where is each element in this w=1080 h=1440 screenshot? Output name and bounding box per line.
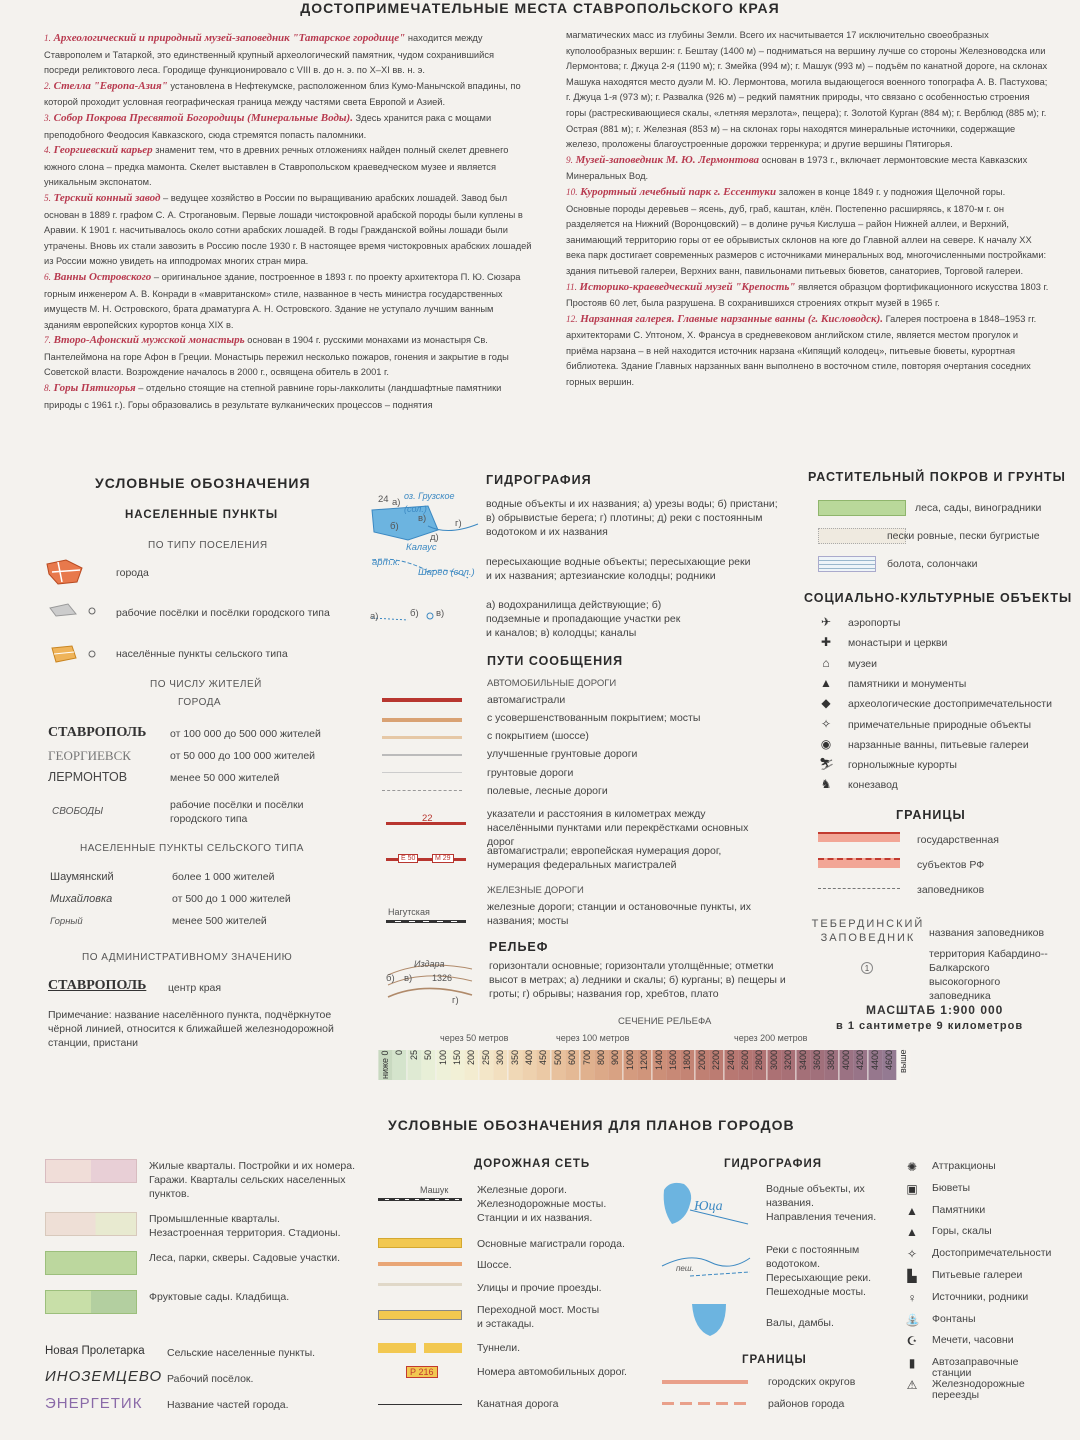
rural-desc-1: более 1 000 жителей: [172, 871, 275, 883]
road-euro-label-2: М 29: [432, 854, 454, 863]
social-item-label: монастыри и церкви: [848, 637, 948, 650]
hydro-kalaus: Калаус: [406, 542, 437, 553]
sights-right-column: [566, 28, 1050, 391]
admin-desc: центр края: [168, 982, 222, 994]
city-block-1: Жилые кварталы. Постройки и их номера. Гаражи. Кварталы сельских населенных пунктов.: [149, 1160, 356, 1200]
relief-scale-cell: 2000: [695, 1050, 709, 1080]
city-street: [378, 1283, 462, 1286]
relief-scale-cell: 500: [551, 1050, 565, 1080]
city-border-item-1: городских округов: [768, 1376, 856, 1388]
roads-title: ПУТИ СООБЩЕНИЯ: [487, 654, 624, 668]
city-name-georgievsk: ГЕОРГИЕВСК: [48, 748, 131, 763]
hydro-row3-b: б): [410, 608, 419, 619]
social-item-label: аэропорты: [848, 617, 901, 629]
relief-izdara: Издара: [414, 959, 445, 969]
museum-icon: ⌂: [822, 655, 830, 670]
city-border-title: ГРАНИЦЫ: [742, 1354, 807, 1366]
sight-number: 8.: [44, 384, 51, 395]
road-distance-text: указатели и расстояния в километрах между населёнными пунктами или перекрёстками основных дорог: [487, 808, 749, 848]
sight-heading: Горы Пятигорья: [53, 382, 136, 395]
type-city-label: города: [116, 567, 149, 579]
city-road-2: Основные магистрали города.: [477, 1238, 625, 1250]
road-mashuk-label: Машук: [420, 1185, 449, 1195]
town-symbol: [48, 602, 100, 620]
relief-scale-cell: 25: [407, 1050, 421, 1080]
relief-scale-cell: 3400: [796, 1050, 810, 1080]
sight-text: Здесь хранится рака с мощами преподобного Феодосия Кавказского, сюда стремятся попасть паломники.: [44, 112, 492, 140]
relief-scale-cell: ниже 0: [378, 1050, 392, 1080]
border-item-3: заповедников: [917, 884, 985, 896]
sight-text: является образцом фортификационного искусства 1803 г. Простояв 60 лет, была разрушена. В сохранившихся строениях открыт музей в 1965 г.: [566, 281, 1049, 309]
city-name-desc-2: Рабочий посёлок.: [167, 1373, 254, 1385]
poi-label: Источники, родники: [932, 1290, 1029, 1303]
hydro-g: г): [455, 518, 462, 529]
sight-number: 12.: [566, 314, 578, 325]
vegetation-title: РАСТИТЕЛЬНЫЙ ПОКРОВ И ГРУНТЫ: [808, 470, 1066, 484]
city-bridge: [378, 1310, 462, 1320]
station-icon: ⚠: [906, 1378, 918, 1392]
poi-label: Горы, скалы: [932, 1225, 992, 1238]
hydro-n24: 24: [378, 494, 389, 505]
city-block-2: Промышленные кварталы. Незастроенная территория. Стадионы.: [149, 1213, 341, 1239]
road-motorway: [382, 698, 462, 702]
relief-interval-1: через 50 метров: [440, 1033, 509, 1043]
city-name-1: Новая Пролетарка: [45, 1345, 145, 1357]
attraction-icon: ✺: [906, 1160, 918, 1174]
poi-label: Аттракционы: [932, 1160, 996, 1172]
city-road-num: Р 216: [406, 1366, 438, 1378]
hydro-item-2: пересыхающие водные объекты; пересыхающие реки и их названия; артезианские колодцы; родники: [486, 556, 751, 582]
fountain-icon: ⛲: [905, 1312, 920, 1327]
city-hydro-1: Водные объекты, их названия. Направления течения.: [766, 1183, 877, 1223]
relief-scale-cell: 900: [608, 1050, 622, 1080]
relief-scale-cell: 4600: [882, 1050, 896, 1080]
sight-text: – отдельно стоящие на степной равнине горы-лакколиты (ландшафтные памятники природы с 1961 г.). Горы образовались в результате вулканических процессов – поднятия: [44, 383, 502, 410]
roads-sub: АВТОМОБИЛЬНЫЕ ДОРОГИ: [487, 678, 617, 689]
rock-icon: ▲: [906, 1225, 918, 1240]
by-population-title: ПО ЧИСЛУ ЖИТЕЛЕЙ: [150, 679, 262, 690]
sight-heading: Нарзанная галерея. Главные нарзанные ванны (г. Кисловодск).: [580, 312, 883, 325]
sight-text: заложен в конце 1849 г. у подножия Щелочной горы. Основные породы деревьев – ясень, дуб, граб, каштан, клён. Постепенно расширяясь, к 1870-м г. он разделяется на Нижний (Воронцовский) – в долине ручья Кислуша – район Нижней аллеи, и Верхний, занимающий территорию горы от ее обрывистых склонов на юге до Главной аллеи на севере. К началу XX века парк достигает современных размеров с источниками минеральных вод, многочисленными постройками: здания питьевой галереи, Верхних ванн, павильонами питьевых бюветов, санаториев, Торговой галереи.: [566, 186, 1047, 276]
rural-desc-3: менее 500 жителей: [172, 915, 267, 927]
sight-text: магматических масс из глубины Земли. Всего их насчитывается 17 исключительно своеобразных куполообразных вершин: г. Бештау (1400 м) – подниматься на вершину лучше со стороны Железноводска или Лермонтова; г. Джуца 2-я (1190 м); г. Змейка (994 м); г. Машук (993 м) – подъём по канатной дороге, на склонах Машука находятся место дуэли М. Ю. Лермонтова, могила выдающегося военного топографа А. В. Пастухова; г. Джуца 1-я (973 м); г. Развалка (926 м) – редкий памятник природы, что связано с особенностью строения горы (растрескивающиеся скалы, «летняя мерзлота», пещера); г. Золотой Курган (884 м); г. Верблюд (885 м); г. Острая (881 м); г. Железная (853 м) – на склонах горы находятся минеральные источники, содержащие железо, проложены благоустроенные дорожки терренкура; и другие вершины Пятигорья.: [566, 30, 1048, 150]
poi-label: Мечети, часовни: [932, 1334, 1014, 1347]
city-road-1: Железные дороги. Железнодорожные мосты. Станции и их названия.: [477, 1184, 607, 1224]
swamp-swatch: [818, 556, 876, 572]
social-item-label: нарзанные ванны, питьевые галереи: [848, 738, 1029, 751]
sight-text: знаменит тем, что в древних речных отложениях найден полный скелет древнего южного слона – предка мамонта. Скелет выставлен в Ставропольском краеведческом музее и является уникальным экспонатом.: [44, 145, 509, 188]
sight-number: 3.: [44, 113, 51, 124]
reserve-name: ТЕБЕРДИНСКИЙ ЗАПОВЕДНИК: [811, 918, 925, 944]
city-hydro-3: Валы, дамбы.: [766, 1317, 834, 1329]
relief-scale-cell: 450: [536, 1050, 550, 1080]
sight-text: – ведущее хозяйство в России по выращиванию арабских лошадей. Завод был основан в 1889 г. графом С. А. Строгановым. Первые лошади чистокровной арабской породы были куплены в Аравии. К 1901 г. насчитывалось около сотни арабских лошадей. В годы Гражданской войны лошади были утрачены. Вновь их стали завозить в Россию после 1930 г. В настоящее время чистокровных арабских лошадей из России можно увидеть на ипподромах многих стран мира.: [44, 192, 532, 267]
by-type-title: ПО ТИПУ ПОСЕЛЕНИЯ: [148, 540, 268, 551]
sight-entry: [44, 31, 532, 79]
city-road-8: Канатная дорога: [477, 1398, 559, 1410]
relief-scale-cell: 3800: [824, 1050, 838, 1080]
city-border-1: [662, 1380, 748, 1384]
sight-heading: Археологический и природный музей-заповедник "Татарское городище": [53, 32, 406, 44]
city-border-2: [662, 1402, 748, 1405]
sight-heading: Ванны Островского: [53, 270, 152, 283]
city-tunnel: [378, 1343, 462, 1353]
relief-1326: 1326: [432, 973, 453, 983]
relief-scale-cell: выше: [896, 1050, 910, 1080]
border-subject-swatch: [818, 858, 900, 868]
vegetation-item-1: леса, сады, виноградники: [915, 502, 1042, 514]
sight-heading: Курортный лечебный парк г. Ессентуки: [580, 185, 777, 198]
road-improved: [382, 718, 462, 722]
block-residential: [45, 1159, 137, 1183]
sight-heading: Стелла "Европа-Азия": [53, 79, 168, 92]
city-symbol: [44, 558, 86, 586]
relief-scale-cell: 150: [450, 1050, 464, 1080]
sight-number: 9.: [566, 155, 573, 166]
city-road-3: Шоссе.: [477, 1259, 512, 1271]
vegetation-item-2: пески ровные, пески бугристые: [887, 530, 1040, 542]
rural-desc-2: от 500 до 1 000 жителей: [172, 893, 291, 905]
city-name-lermontov: ЛЕРМОНТОВ: [48, 770, 128, 784]
sight-number: 1.: [44, 34, 51, 44]
road-dirt: [382, 772, 462, 773]
settlements-title: НАСЕЛЕННЫЕ ПУНКТЫ: [125, 509, 279, 521]
road-item-6: полевые, лесные дороги: [487, 785, 608, 797]
sight-number: 5.: [44, 193, 51, 204]
poi-label: Автозаправочные станции: [932, 1356, 1019, 1380]
city-cable: [378, 1404, 462, 1405]
city-block-3: Леса, парки, скверы. Садовые участки.: [149, 1252, 341, 1264]
hydro-b: б): [390, 521, 399, 532]
sight-icon: ✧: [906, 1247, 918, 1262]
poi-label: Железнодорожные переезды: [932, 1378, 1025, 1401]
poi-label: Бюветы: [932, 1181, 971, 1194]
city-road-6: Туннели.: [477, 1342, 521, 1354]
hydro-v: в): [418, 513, 427, 524]
road-euro-text: автомагистрали; европейская нумерация дорог, нумерация федеральных магистралей: [487, 845, 722, 871]
road-item-2: с усовершенствованным покрытием; мосты: [487, 712, 701, 724]
vegetation-item-3: болота, солончаки: [887, 558, 978, 570]
road-field: [382, 790, 462, 791]
road-item-1: автомагистрали: [487, 694, 566, 706]
rural-name-3: Горный: [50, 916, 83, 927]
city-rail: [378, 1198, 462, 1201]
relief-scale-cell: 1600: [666, 1050, 680, 1080]
archaeology-icon: ◆: [821, 696, 831, 711]
relief-scale-cell: 800: [594, 1050, 608, 1080]
legend-note: Примечание: название населённого пункта, подчёркнутое чёрной линией, относится к ближайшей железнодорожной станции, пристани: [48, 1009, 334, 1049]
relief-b: б): [386, 973, 395, 984]
city-dam-sample: [690, 1302, 730, 1338]
relief-scale-cell: 250: [479, 1050, 493, 1080]
sight-number: 2.: [44, 81, 51, 92]
sight-text: основан в 1973 г., включает лермонтовские места Кавказских Минеральных Вод.: [566, 154, 1028, 182]
reserve-territory-num: 1: [861, 962, 873, 974]
social-item-label: конезавод: [848, 779, 898, 792]
poi-label: Питьевые галереи: [932, 1269, 1023, 1281]
city-river-sample: [660, 1248, 752, 1280]
sight-entry: [44, 191, 532, 270]
rail-line: [386, 920, 466, 923]
relief-scale-cell: 350: [508, 1050, 522, 1080]
city-name-2: ИНОЗЕМЦЕВО: [45, 1368, 163, 1385]
relief-scale-cell: 4400: [868, 1050, 882, 1080]
sight-text: установлена в Нефтекумске, расположенном близ Кумо-Манычской впадины, по которой проходит условная географическая граница между частями света Европой и Азией.: [44, 80, 521, 108]
hydro-lake-name: оз. Грузское (сол.): [404, 491, 455, 514]
social-item-label: примечательные природные объекты: [848, 718, 1032, 731]
admin-name: СТАВРОПОЛЬ: [48, 978, 147, 993]
sight-heading: Историко-краеведческий музей "Крепость": [579, 280, 796, 293]
sight-entry: [44, 111, 532, 143]
social-item-label: археологические достопримечательности: [848, 698, 1052, 711]
spring-icon: ♀: [907, 1290, 917, 1305]
sight-heading: Музей-заповедник М. Ю. Лермонтова: [575, 153, 760, 166]
city-block-4: Фруктовые сады. Кладбища.: [149, 1291, 290, 1303]
monument-icon: ▲: [820, 675, 832, 690]
relief-scale-cell: 700: [580, 1050, 594, 1080]
relief-scale-cell: 1000: [623, 1050, 637, 1080]
cities-subtitle: ГОРОДА: [178, 697, 222, 708]
poi-label: Памятники: [932, 1203, 986, 1216]
border-state-swatch: [818, 832, 900, 842]
relief-g: г): [452, 995, 459, 1006]
city-legend-title: УСЛОВНЫЕ ОБОЗНАЧЕНИЯ ДЛЯ ПЛАНОВ ГОРОДОВ: [388, 1117, 795, 1133]
scale-line1: МАСШТАБ 1:900 000: [866, 1003, 1004, 1017]
block-forest: [45, 1251, 137, 1275]
city-main-road: [378, 1238, 462, 1248]
block-orchard: [45, 1290, 137, 1314]
rail-station-label: Нагутская: [388, 907, 430, 917]
hydro-row3-a: а): [370, 611, 379, 622]
relief-scale-cell: 400: [522, 1050, 536, 1080]
city-border-item-2: районов города: [768, 1398, 845, 1410]
relief-scale-cell: 3000: [767, 1050, 781, 1080]
sight-heading: Георгиевский карьер: [53, 144, 153, 157]
sight-entry: [44, 333, 532, 381]
social-title: СОЦИАЛЬНО-КУЛЬТУРНЫЕ ОБЪЕКТЫ: [804, 591, 1073, 605]
city-desc-1: от 100 000 до 500 000 жителей: [170, 728, 321, 740]
border-item-2: субъектов РФ: [917, 859, 985, 871]
legend-title: УСЛОВНЫЕ ОБОЗНАЧЕНИЯ: [95, 475, 311, 491]
city-highway: [378, 1262, 462, 1266]
reserve-desc: названия заповедников: [929, 927, 1045, 939]
city-name-3: ЭНЕРГЕТИК: [45, 1395, 143, 1412]
road-distance-num: 22: [422, 813, 433, 824]
sight-entry: [566, 312, 1050, 391]
gallery-icon: ▙: [907, 1269, 917, 1283]
city-hydro-title: ГИДРОГРАФИЯ: [724, 1158, 822, 1170]
relief-scale-cell: 0: [392, 1050, 406, 1080]
sight-number: 10.: [566, 187, 578, 198]
city-name-stavropol: СТАВРОПОЛЬ: [48, 725, 147, 740]
hydro-art: арт.к.: [372, 557, 401, 568]
admin-title: ПО АДМИНИСТРАТИВНОМУ ЗНАЧЕНИЮ: [82, 952, 293, 963]
hydro-item-3: а) водохранилища действующие; б) подземные и пропадающие участки рек и каналов; в) колодцы; каналы: [486, 599, 681, 639]
hydro-a: а): [392, 497, 401, 508]
sight-number: 7.: [44, 336, 51, 347]
relief-interval-3: через 200 метров: [734, 1033, 808, 1043]
relief-scale-cell: 1200: [637, 1050, 651, 1080]
sight-entry: [44, 143, 532, 191]
sight-entry: [566, 280, 1050, 312]
sight-number: 11.: [566, 282, 577, 293]
border-item-1: государственная: [917, 834, 999, 846]
relief-scale-cell: 100: [436, 1050, 450, 1080]
hydro-title: ГИДРОГРАФИЯ: [486, 473, 592, 487]
rural-name-1: Шаумянский: [50, 871, 114, 883]
relief-text: горизонтали основные; горизонтали утолщённые; отметки высот в метрах; а) ледники и скалы; б) курганы; в) пещеры и гроты; г) обрывы; названия гор, хребтов, плато: [489, 960, 786, 1000]
relief-scale-cell: 1800: [680, 1050, 694, 1080]
city-road-5: Переходной мост. Мосты и эстакады.: [477, 1304, 600, 1330]
sight-entry: [44, 381, 532, 413]
sight-text: основан в 1904 г. русскими монахами из монастыря Св. Пантелеймона на горе Афон в Греции. Монастырь пережил несколько пожаров, гонения и закрытие в годы Советской власти. Возрождение началось в 2000 г., освящена обитель в 2001 г.: [44, 335, 509, 378]
road-improved-dirt: [382, 754, 462, 756]
road-item-4: улучшенные грунтовые дороги: [487, 748, 638, 760]
border-reserve-swatch: [818, 888, 900, 889]
relief-scale-cell: 2600: [738, 1050, 752, 1080]
relief-scale-cell: 3200: [781, 1050, 795, 1080]
relief-scale-cell: 3600: [810, 1050, 824, 1080]
town-name-svobody: СВОБОДЫ: [52, 806, 104, 817]
sight-heading: Собор Покрова Пресвятой Богородицы (Минеральные Воды).: [53, 111, 353, 124]
fuel-icon: ▮: [908, 1356, 916, 1371]
city-name-desc-3: Название частей города.: [167, 1399, 289, 1411]
relief-scale-cell: 200: [464, 1050, 478, 1080]
poi-label: Фонтаны: [932, 1312, 976, 1325]
type-village-label: населённые пункты сельского типа: [116, 648, 288, 660]
sight-text: – оригинальное здание, построенное в 1893 г. по проекту архитектора П. Ю. Сюзара горным инженером А. В. Конради в «мавританском» стиле, названное в честь министра государственных имуществ М. Н. Островского, брата драматурга А. Н. Островского. Здание не уступало лучшим ванным зданиям европейских курортов конца XIX в.: [44, 271, 521, 330]
city-water-name: Юца: [694, 1199, 723, 1214]
social-item-label: памятники и монументы: [848, 677, 967, 690]
rural-name-2: Михайловка: [50, 893, 113, 905]
sight-entry: [44, 270, 532, 333]
airport-icon: ✈: [820, 615, 832, 629]
monument-icon: ▲: [906, 1203, 918, 1218]
rural-title: НАСЕЛЕННЫЕ ПУНКТЫ СЕЛЬСКОГО ТИПА: [80, 843, 304, 854]
sight-entry: [566, 153, 1050, 185]
sight-entry: [44, 79, 532, 111]
relief-scale-cell: 4000: [839, 1050, 853, 1080]
horse-icon: ♞: [820, 777, 832, 792]
relief-scale-cell: 2400: [724, 1050, 738, 1080]
village-symbol: [50, 644, 100, 664]
reserve-territory: территория Кабардино--Балкарского высокогорного заповедника: [929, 948, 1048, 1002]
city-road-4: Улицы и прочие проезды.: [477, 1282, 602, 1294]
sight-heading: Второ-Афонский мужской монастырь: [53, 334, 245, 347]
hydro-item-1: водные объекты и их названия; а) урезы воды; б) пристани; в) обрывистые берега; г) плотины; д) реки с постоянным водотоком и их названия: [486, 498, 778, 538]
road-euro-label-1: Е 50: [398, 854, 418, 863]
city-hydro-2: Реки с постоянным водотоком. Пересыхающие реки. Пешеходные мосты.: [766, 1244, 872, 1298]
page-title: ДОСТОПРИМЕЧАТЕЛЬНЫЕ МЕСТА СТАВРОПОЛЬСКОГО КРАЯ: [300, 0, 780, 16]
hydro-sharo: Шарео (сол.): [418, 567, 475, 578]
poi-label: Достопримечательности: [932, 1247, 1052, 1260]
sight-entry: [566, 185, 1050, 280]
buvet-icon: ▣: [906, 1181, 918, 1196]
rail-text: железные дороги; станции и остановочные пункты, их названия; мосты: [487, 901, 752, 927]
ski-icon: ⛷: [819, 757, 835, 772]
church-icon: ✚: [820, 635, 832, 650]
relief-scale-cell: 4200: [853, 1050, 867, 1080]
mosque-icon: ☪: [906, 1334, 918, 1349]
relief-scale-cell: 1400: [652, 1050, 666, 1080]
relief-section-title: СЕЧЕНИЕ РЕЛЬЕФА: [618, 1016, 712, 1027]
relief-title: РЕЛЬЕФ: [489, 940, 549, 954]
relief-scale-cell: 2200: [709, 1050, 723, 1080]
scale-line2: в 1 сантиметре 9 километров: [836, 1020, 1024, 1032]
hydro-row3-v: в): [436, 608, 445, 619]
sight-text: находится между Ставрополем и Татаркой, это единственный крупный археологический памятник, чудом сохранившийся посреди реликтового леса. Городище функционировало с VIII в. до н. э. по X–XI вв. н. э.: [44, 33, 495, 76]
sight-entry: [566, 28, 1050, 153]
town-desc: рабочие посёлки и посёлки городского типа: [170, 799, 304, 825]
city-desc-3: менее 50 000 жителей: [170, 772, 280, 784]
road-network-title: ДОРОЖНАЯ СЕТЬ: [474, 1158, 591, 1170]
social-item-label: музеи: [848, 657, 877, 670]
sight-number: 6.: [44, 272, 51, 283]
road-item-5: грунтовые дороги: [487, 767, 574, 779]
relief-v: в): [404, 973, 413, 984]
relief-scale-cell: 600: [565, 1050, 579, 1080]
city-desc-2: от 50 000 до 100 000 жителей: [170, 750, 316, 762]
sights-left-column: [44, 31, 532, 413]
nature-icon: ✧: [820, 716, 832, 731]
forest-swatch: [818, 500, 906, 516]
type-town-label: рабочие посёлки и посёлки городского типа: [116, 607, 330, 619]
sight-text: Галерея построена в 1848–1953 гг. архитекторами С. Уптоном, Х. Франсуа в средневековом английском стиле, является местом прогулок и приёма нарзана – в ней находится источник нарзана «Кипящий колодец», питьевые бюветы, курортная библиотека. Здание Главных нарзанных ванн выполнено в восточном стиле, повторяя очертания соседних горных вершин.: [566, 313, 1037, 388]
social-item-label: горнолыжные курорты: [848, 759, 957, 772]
rail-sub: ЖЕЛЕЗНЫЕ ДОРОГИ: [487, 885, 584, 896]
sight-heading: Терский конный завод: [53, 191, 161, 204]
city-road-7: Номера автомобильных дорог.: [477, 1366, 627, 1378]
relief-scale-cell: 300: [493, 1050, 507, 1080]
city-name-desc-1: Сельские населенные пункты.: [167, 1347, 316, 1359]
sight-number: 4.: [44, 146, 51, 157]
city-river-pesh: пеш.: [676, 1264, 694, 1273]
road-item-3: с покрытием (шоссе): [487, 730, 589, 742]
hydro-d: д): [430, 532, 439, 543]
relief-scale-cell: 50: [421, 1050, 435, 1080]
relief-scale-cell: 2800: [752, 1050, 766, 1080]
relief-interval-2: через 100 метров: [556, 1033, 630, 1043]
road-paved: [382, 736, 462, 739]
borders-title: ГРАНИЦЫ: [896, 808, 966, 822]
narzan-icon: ◉: [820, 736, 832, 751]
block-industrial: [45, 1212, 137, 1236]
